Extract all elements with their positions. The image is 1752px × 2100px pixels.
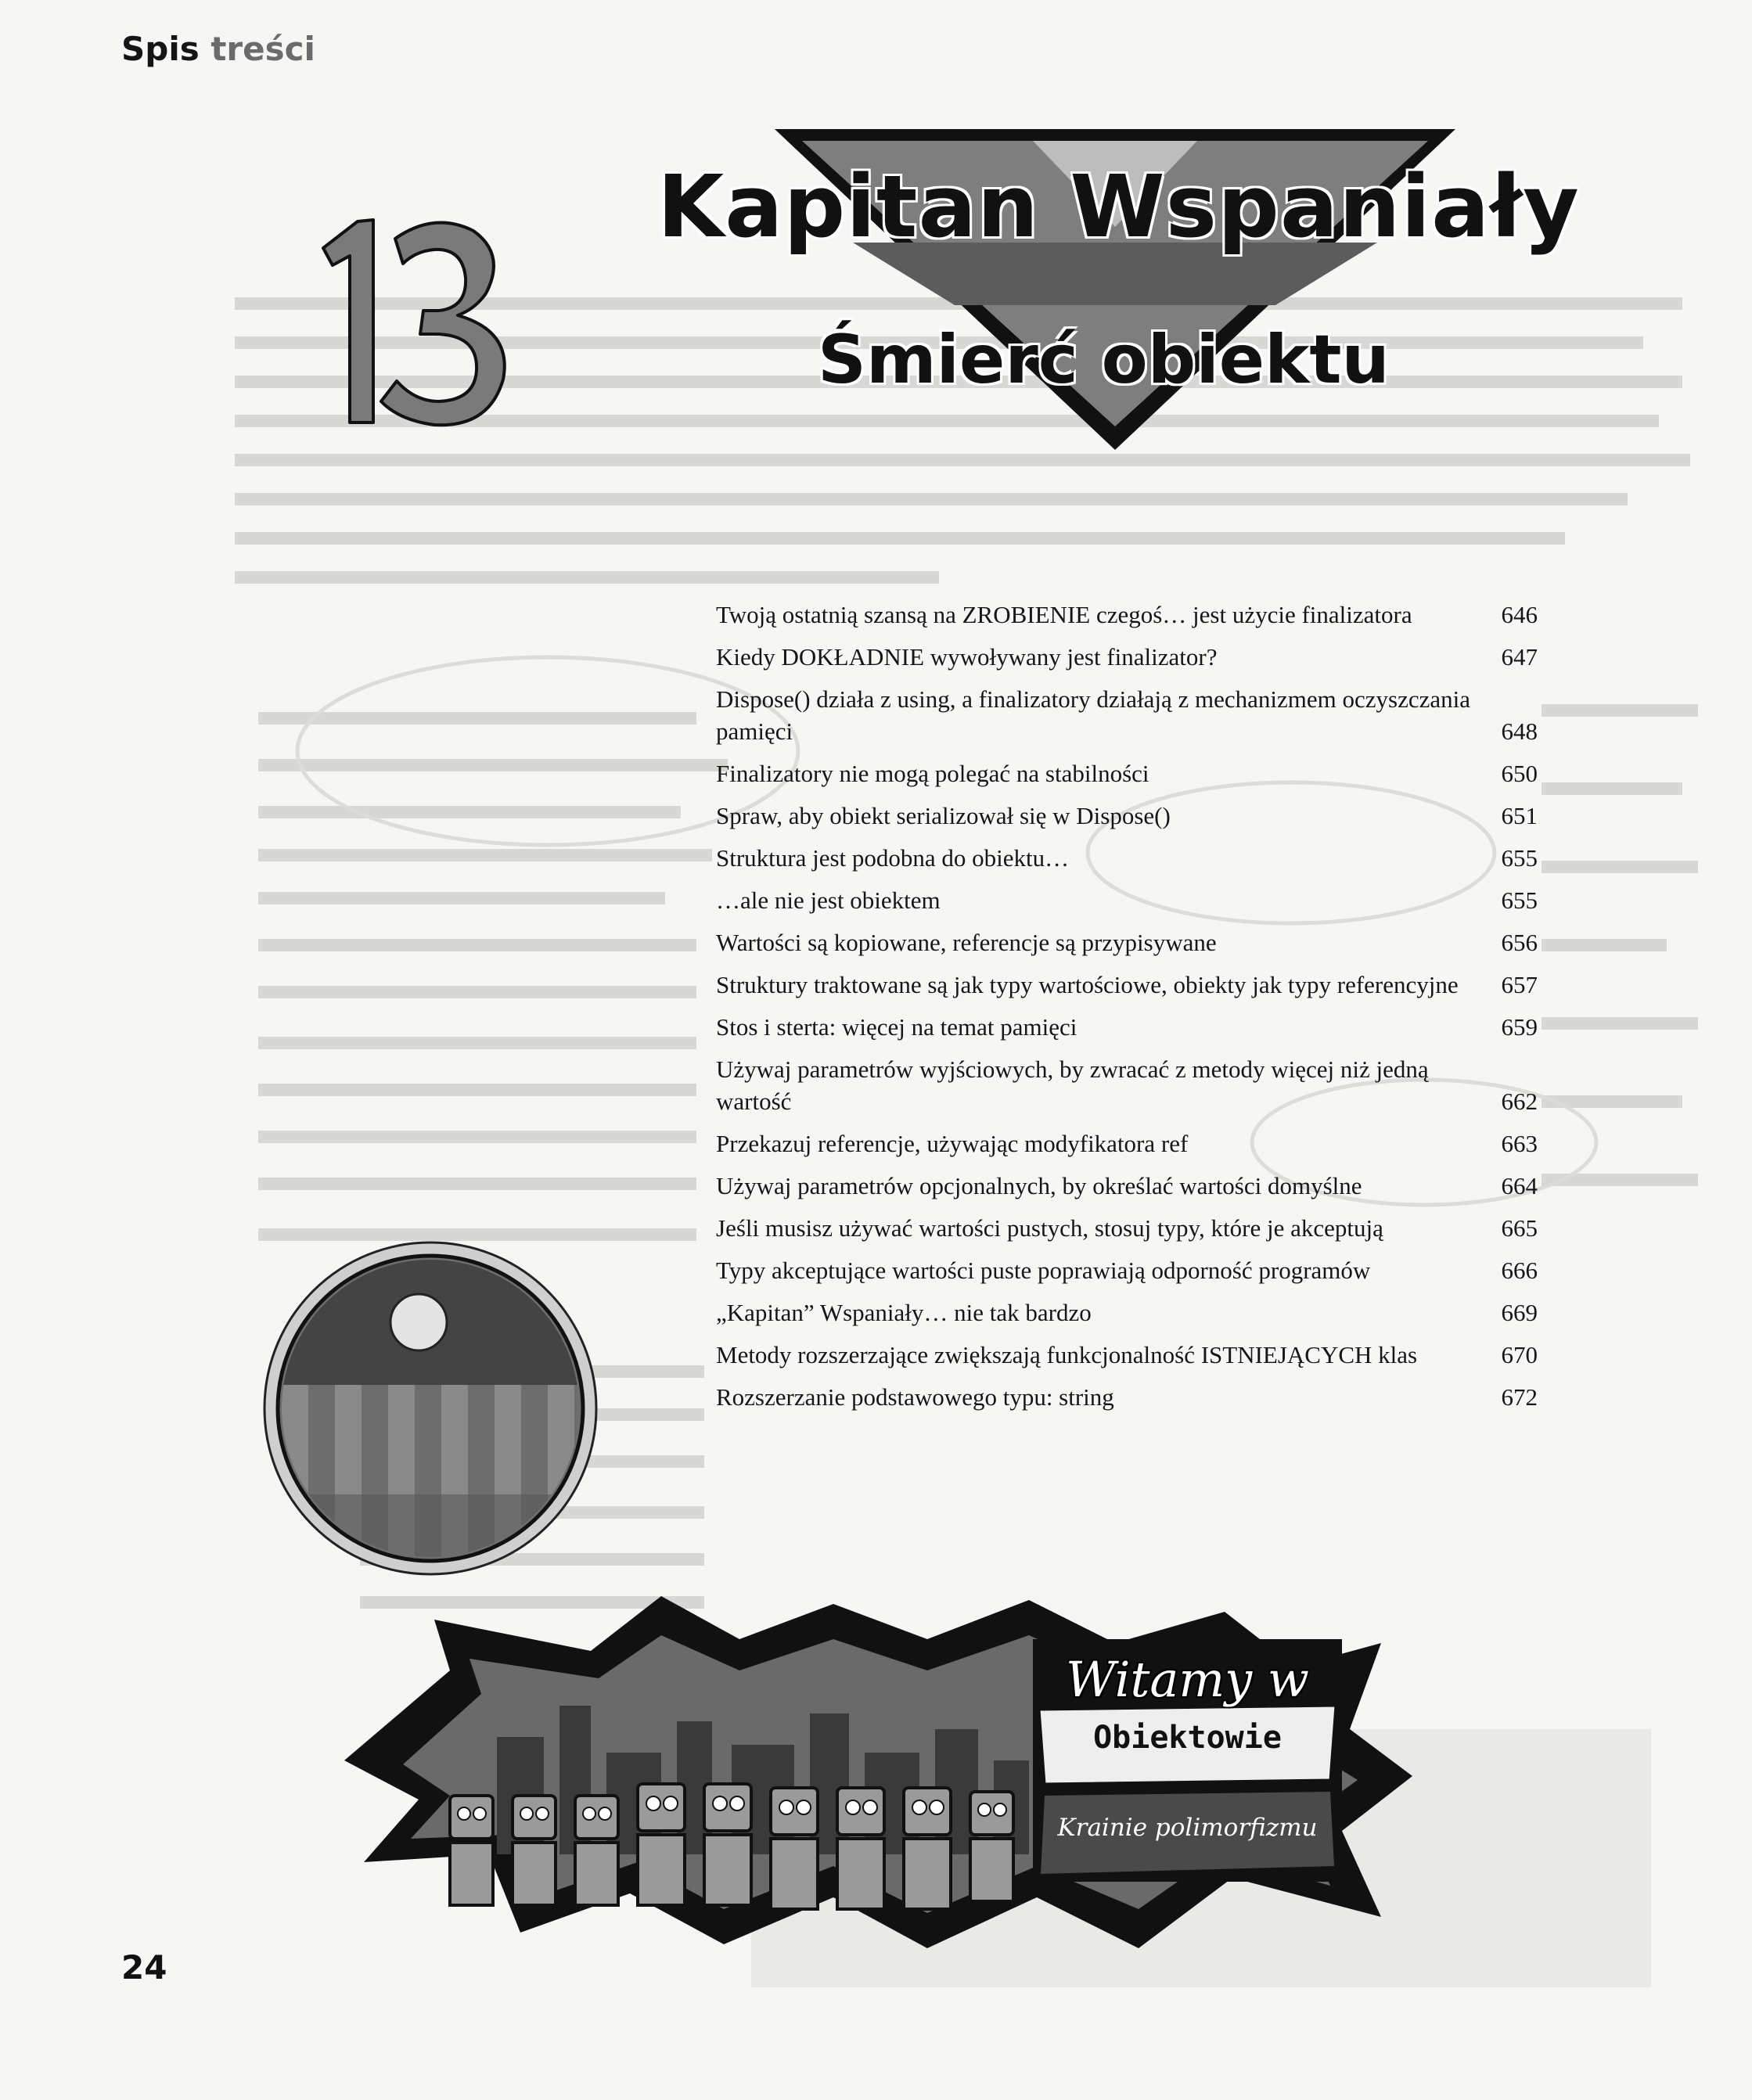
toc-entry[interactable] (716, 884, 1538, 916)
toc-entry[interactable] (716, 599, 1538, 631)
toc-entry-page: 647 (1501, 643, 1538, 671)
toc-entry[interactable] (716, 1339, 1538, 1371)
running-header-bold: Spis (121, 30, 200, 68)
toc-entry[interactable] (716, 1127, 1538, 1160)
toc-entry[interactable] (716, 1053, 1538, 1117)
toc-entry[interactable] (716, 842, 1538, 874)
toc-entry-page: 657 (1501, 971, 1538, 998)
toc-entry-page: 655 (1501, 886, 1538, 914)
toc-entry-title: Typy akceptujące wartości puste poprawiają odporność programów (716, 1257, 1371, 1284)
toc-entry-page: 672 (1501, 1383, 1538, 1411)
toc-entry-page: 655 (1501, 844, 1538, 872)
toc-entry-page: 656 (1501, 929, 1538, 956)
toc-entry[interactable] (716, 1011, 1538, 1043)
toc-entry-title: Jeśli musisz używać wartości pustych, stosuj typy, które je akceptują (716, 1214, 1383, 1242)
toc-entry-title: Struktura jest podobna do obiektu… (716, 844, 1070, 872)
toc-entry[interactable] (716, 926, 1538, 958)
page-number: 24 (121, 1948, 167, 1987)
toc-entry-title: Stos i sterta: więcej na temat pamięci (716, 1013, 1077, 1041)
toc-entry[interactable] (716, 641, 1538, 673)
toc-entry-page: 648 (1501, 717, 1538, 745)
toc-entry-title: …ale nie jest obiektem (716, 886, 941, 914)
toc-entry-title: Używaj parametrów opcjonalnych, by określać wartości domyślne (716, 1172, 1362, 1199)
toc-entry-page: 666 (1501, 1257, 1538, 1284)
chapter-subtitle: Śmierć obiektu (818, 321, 1390, 399)
toc-entry-page: 665 (1501, 1214, 1538, 1242)
ball-illustration (258, 1236, 603, 1580)
chapter-number-graphic (301, 215, 528, 434)
toc-entry-title: Używaj parametrów wyjściowych, by zwracać z metody więcej niż jedną wartość (716, 1055, 1429, 1115)
toc-entry-title: Dispose() działa z using, a finalizatory działają z mechanizmem oczyszczania pamięci (716, 685, 1470, 745)
toc-entry[interactable] (716, 683, 1538, 747)
toc-entry-title: Wartości są kopiowane, referencje są przypisywane (716, 929, 1217, 956)
toc-entry-page: 669 (1501, 1299, 1538, 1326)
toc-entry-page: 650 (1501, 760, 1538, 787)
toc-entry-title: Kiedy DOKŁADNIE wywoływany jest finalizator? (716, 643, 1218, 671)
toc-entry-page: 646 (1501, 601, 1538, 628)
toc-entry-title: Spraw, aby obiekt serializował się w Dispose() (716, 802, 1171, 829)
toc-entry-page: 651 (1501, 802, 1538, 829)
toc-entry-title: Struktury traktowane są jak typy wartościowe, obiekty jak typy referencyjne (716, 971, 1459, 998)
toc-entry-page: 659 (1501, 1013, 1538, 1041)
toc-entry[interactable] (716, 757, 1538, 789)
toc-entry-title: Rozszerzanie podstawowego typu: string (716, 1383, 1114, 1411)
toc-entry-title: Twoją ostatnią szansą na ZROBIENIE czegoś… jest użycie finalizatora (716, 601, 1412, 628)
toc-entry-title: „Kapitan” Wspaniały… nie tak bardzo (716, 1299, 1092, 1326)
toc-entry[interactable] (716, 1296, 1538, 1329)
toc-entry-title: Finalizatory nie mogą polegać na stabilności (716, 760, 1149, 787)
toc-entry-page: 670 (1501, 1341, 1538, 1368)
chapter-title: Kapitan Wspaniały (657, 156, 1580, 257)
toc-entry[interactable] (716, 969, 1538, 1001)
toc-entry[interactable] (716, 1381, 1538, 1413)
sign-land-name: Obiektowie (1093, 1720, 1282, 1756)
sign-land-subtitle: Krainie polimorfizmu (1057, 1814, 1318, 1842)
sign-welcome-text: Witamy w (1066, 1651, 1309, 1708)
toc-entry[interactable] (716, 1254, 1538, 1286)
toc-entry[interactable] (716, 800, 1538, 832)
toc-entry-page: 664 (1501, 1172, 1538, 1199)
running-header-light: treści (210, 30, 315, 68)
toc-entry-page: 662 (1501, 1088, 1538, 1115)
toc-entry-title: Metody rozszerzające zwiększają funkcjonalność ISTNIEJĄCYCH klas (716, 1341, 1418, 1368)
toc-entry[interactable] (716, 1212, 1538, 1244)
toc-entry-page: 663 (1501, 1130, 1538, 1157)
table-of-contents (716, 599, 1538, 1423)
toc-entry[interactable] (716, 1170, 1538, 1202)
toc-entry-title: Przekazuj referencje, używając modyfikatora ref (716, 1130, 1189, 1157)
